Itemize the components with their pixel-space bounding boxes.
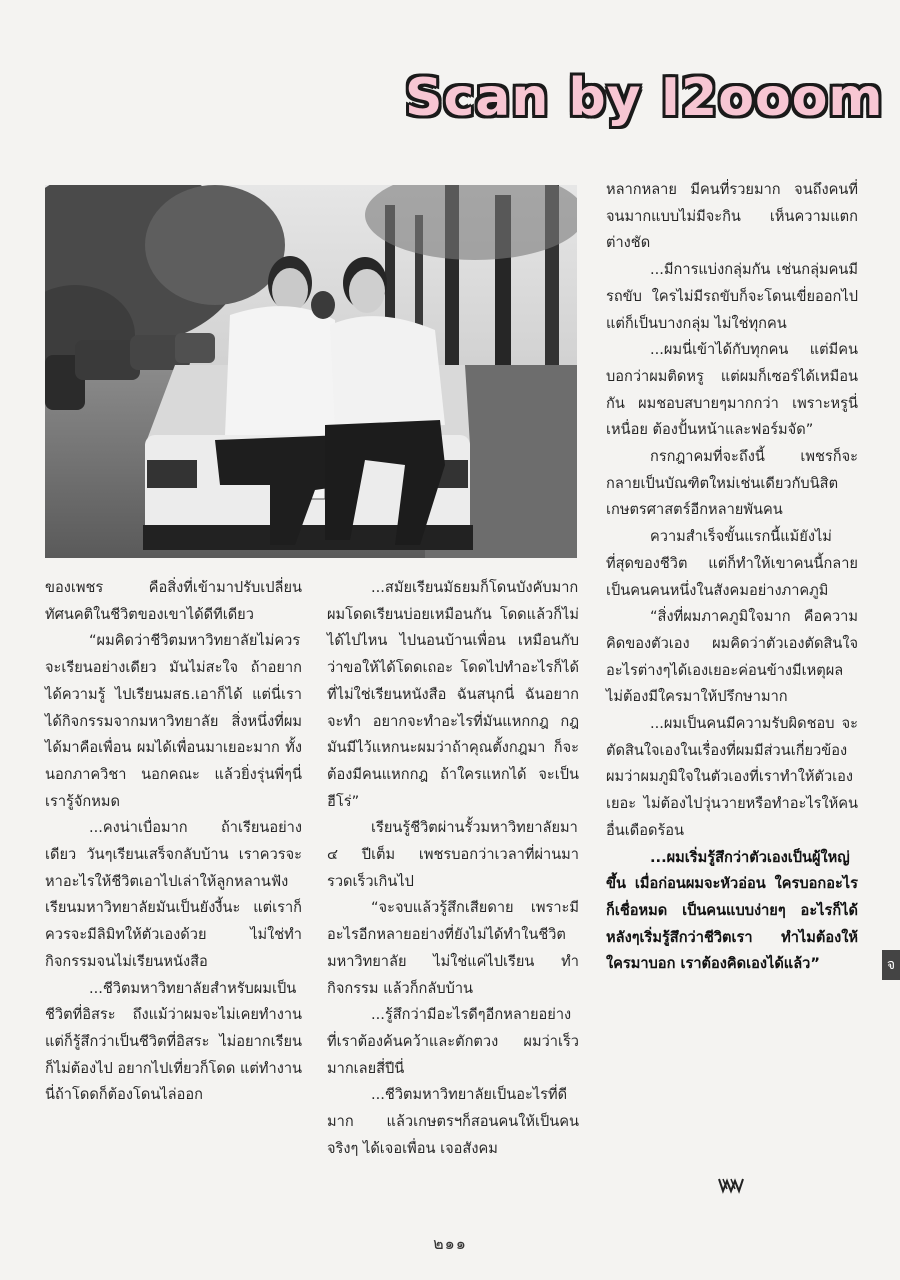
article-column-middle — [327, 575, 579, 1162]
paragraph: ของเพชร คือสิ่งที่เข้ามาปรับเปลี่ยนทัศนคติในชีวิตของเขาได้ดีทีเดียว — [45, 579, 302, 623]
paragraph: ...คงน่าเบื่อมาก ถ้าเรียนอย่างเดียว วันๆเรียนเสร็จกลับบ้าน เราควรจะหาอะไรให้ชีวิตเอาไปเล่าให้ลูกหลานฟัง เรียนมหาวิทยาลัยมันเป็นยังงี้นะ แต่เราก็ควรจะมีลิมิทให้ตัวเองด้วย ไม่ใช่ทำกิจกรรมจนไม่เรียนหนังสือ — [45, 819, 302, 970]
photo-two-men-on-car-icon — [45, 185, 577, 558]
paragraph: เรียนรู้ชีวิตผ่านรั้วมหาวิทยาลัยมา ๔ ปีเต็ม เพชรบอกว่าเวลาที่ผ่านมารวดเร็วเกินไป — [327, 819, 579, 890]
article-column-left — [45, 575, 302, 1109]
paragraph: ...รู้สึกว่ามีอะไรดีๆอีกหลายอย่างที่เราต้องค้นคว้าและตักตวง ผมว่าเร็วมากเลยสี่ปีนี่ — [327, 1006, 579, 1077]
paragraph: กรกฎาคมที่จะถึงนี้ เพชรก็จะกลายเป็นบัณฑิตใหม่เช่นเดียวกับนิสิตเกษตรศาสตร์อีกหลายพันคน — [606, 448, 858, 519]
scanner-watermark: Scan by I2ooom — [405, 68, 884, 128]
paragraph: ...ผมนี่เข้าได้กับทุกคน แต่มีคนบอกว่าผมติดหรู แต่ผมก็เซอร์ได้เหมือนกัน ผมชอบสบายๆมากกว่า เพราะหรูนี่เหนื่อย ต้องปั้นหน้าและฟอร์มจัด” — [606, 341, 858, 439]
paragraph: “ผมคิดว่าชีวิตมหาวิทยาลัยไม่ควรจะเรียนอย่างเดียว มันไม่สะใจ ถ้าอยากได้ความรู้ ไปเรียนมสธ.เอาก็ได้ แต่นี่เราได้กิจกรรมจากมหาวิทยาลัย สิ่งหนึ่งที่ผมได้มาคือเพื่อน ผมได้เพื่อนมาเยอะมาก ทั้งนอกภาควิชา นอกคณะ แล้วยิ่งรุ่นพี่ๆนี่เรารู้จักหมด — [45, 632, 302, 810]
paragraph: ...สมัยเรียนมัธยมก็โดนบังคับมาก ผมโดดเรียนบ่อยเหมือนกัน โดดแล้วก็ไม่ได้ไปไหน ไปนอนบ้านเพื่อน เหมือนกับว่าขอให้ได้โดดเถอะ โดดไปทำอะไรก็ได้ที่ไม่ใช่เรียนหนังสือ ฉันสนุกนี่ ฉันอยากจะทำ อยากจะทำอะไรที่มันแหกกฎ กฎมันมีไว้แหกนะผมว่าถ้าคุณตั้งกฎมา ก็จะต้องมีคนแหกกฎ ถ้าใครแหกได้ จะเป็นฮีโร่” — [327, 579, 579, 810]
article-photo — [45, 185, 577, 558]
page-number: ๒๑๑ — [433, 1234, 467, 1253]
article-column-right — [606, 177, 858, 978]
paragraph: ...ชีวิตมหาวิทยาลัยเป็นอะไรที่ดีมาก แล้วเกษตรฯก็สอนคนให้เป็นคนจริงๆ ได้เจอเพื่อน เจอสังคม — [327, 1086, 579, 1157]
paragraph: “สิ่งที่ผมภาคภูมิใจมาก คือความคิดของตัวเอง ผมคิดว่าตัวเองตัดสินใจอะไรต่างๆได้เองเยอะค่อนข้างมีเหตุผล ไม่ต้องมีใครมาให้ปรึกษามาก — [606, 608, 858, 706]
paragraph: ความสำเร็จขั้นแรกนี้แม้ยังไม่ที่สุดของชีวิต แต่ก็ทำให้เขาคนนี้กลายเป็นคนคนหนึ่งในสังคมอย่างภาคภูมิ — [606, 528, 858, 599]
paragraph: ...มีการแบ่งกลุ่มกัน เช่นกลุ่มคนมีรถขับ ใครไม่มีรถขับก็จะโดนเขี่ยออกไป แต่ก็เป็นบางกลุ่ม ไม่ใช่ทุกคน — [606, 261, 858, 332]
paragraph: “จะจบแล้วรู้สึกเสียดาย เพราะมีอะไรอีกหลายอย่างที่ยังไม่ได้ทำในชีวิตมหาวิทยาลัย ไม่ใช่แค่ไปเรียน ทำกิจกรรม แล้วก็กลับบ้าน — [327, 899, 579, 997]
paragraph: ...ชีวิตมหาวิทยาลัยสำหรับผมเป็นชีวิตที่อิสระ ถึงแม้ว่าผมจะไม่เคยทำงาน แต่ก็รู้สึกว่าเป็นชีวิตที่อิสระ ไม่อยากเรียนก็ไม่ต้องไป อยากไปเที่ยวก็โดด แต่ทำงานนี่ถ้าโดดก็ต้องโดนไล่ออก — [45, 979, 302, 1104]
section-side-tab: จ — [882, 950, 900, 980]
paragraph: หลากหลาย มีคนที่รวยมาก จนถึงคนที่จนมากแบบไม่มีจะกิน เห็นความแตกต่างชัด — [606, 181, 858, 252]
paragraph-bold-quote: ...ผมเริ่มรู้สึกว่าตัวเองเป็นผู้ใหญ่ขึ้น เมื่อก่อนผมจะหัวอ่อน ใครบอกอะไรก็เชื่อหมด เป็นคนแบบง่ายๆ อะไรก็ได้ หลังๆเริ่มรู้สึกว่าชีวิตเรา ทำไมต้องให้ใครมาบอก เราต้องคิดเองได้แล้ว” — [606, 848, 858, 973]
paragraph: ...ผมเป็นคนมีความรับผิดชอบ จะตัดสินใจเองในเรื่องที่ผมมีส่วนเกี่ยวข้อง ผมว่าผมภูมิใจในตัวเองที่เราทำให้ตัวเองเยอะ ไม่ต้องไปวุ่นวายหรือทำอะไรให้คนอื่นเดือดร้อน — [606, 715, 858, 839]
wave-end-mark-icon — [718, 1175, 744, 1195]
